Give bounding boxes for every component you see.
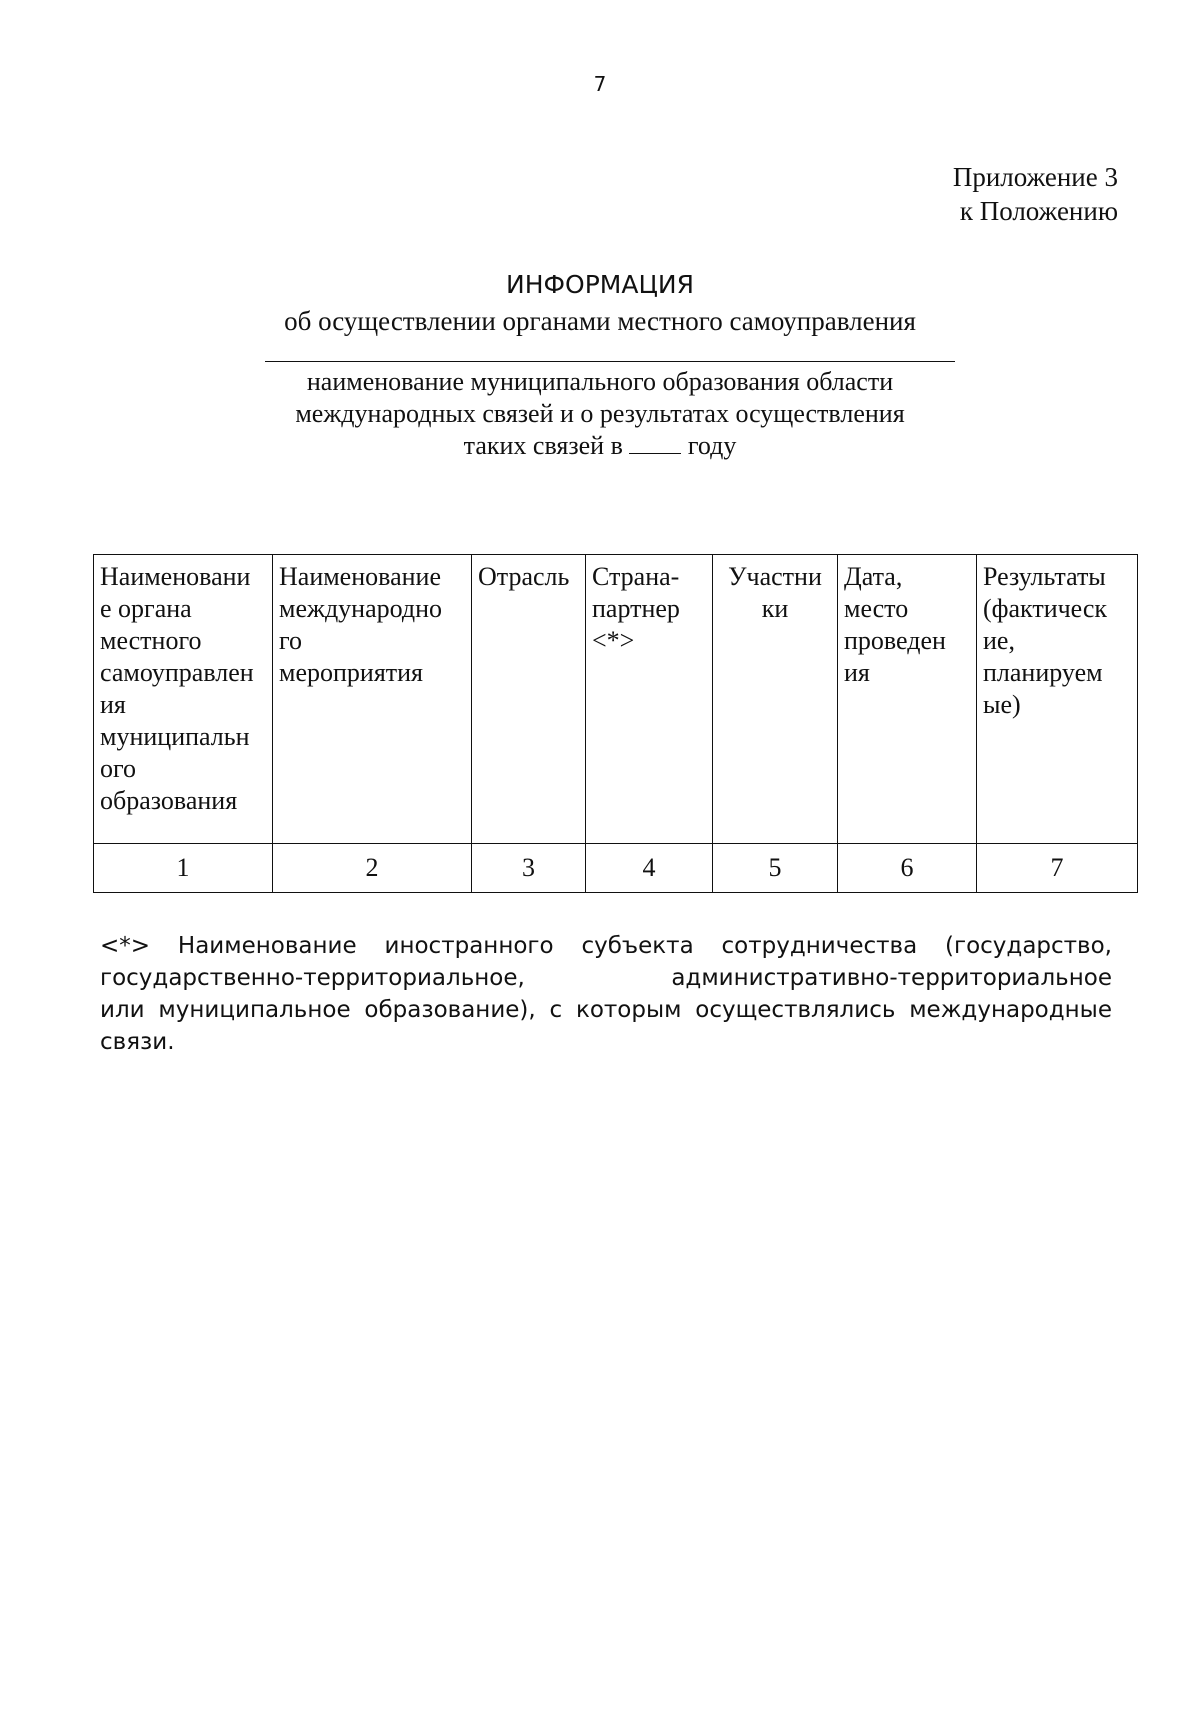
header-partner-country: Страна- партнер <*> (586, 555, 713, 844)
footnote-line-4: связи. (100, 1029, 175, 1055)
page-number: 7 (593, 72, 607, 96)
column-number-7: 7 (977, 844, 1138, 893)
appendix-line-2: к Положению (959, 196, 1118, 226)
header-participants: Участни ки (713, 555, 838, 844)
subtitle-line-3: международных связей и о результатах осуществления (295, 399, 905, 428)
header-date-place: Дата, место проведен ия (838, 555, 977, 844)
column-number-2: 2 (273, 844, 472, 893)
column-number-5: 5 (713, 844, 838, 893)
header-sector: Отрасль (472, 555, 586, 844)
subtitle-line-1: об осуществлении органами местного самоуправления (284, 306, 916, 336)
report-table-wrapper (93, 554, 1138, 893)
subtitle-line-2: наименование муниципального образования области (306, 367, 894, 396)
subtitle-block (0, 366, 1200, 462)
appendix-line-1: Приложение 3 (952, 162, 1118, 192)
subtitle-line-4-end: году (687, 431, 737, 460)
header-results: Результаты (фактическ ие, планируем ые) (977, 555, 1138, 844)
footnote-line-1: <*> Наименование иностранного субъекта сотрудничества (государство, (100, 933, 1112, 959)
footnote-line-2: государственно-территориальное, административно-территориальное (100, 965, 1112, 991)
header-event-name: Наименование международно го мероприятия (273, 555, 472, 844)
column-number-3: 3 (472, 844, 586, 893)
year-blank (629, 431, 681, 454)
table-header-row (94, 555, 1138, 844)
table-number-row (94, 844, 1138, 893)
report-table (93, 554, 1138, 893)
footnote-line-3: или муниципальное образование), с которым осуществлялись международные (100, 997, 1112, 1023)
document-title: ИНФОРМАЦИЯ (506, 270, 694, 299)
subtitle-line-4-start: таких связей в (463, 431, 623, 460)
appendix-reference (953, 160, 1118, 228)
footnote (100, 930, 1112, 1058)
header-authority-name: Наименовани е органа местного самоуправлен ия муниципальн ого образования (94, 555, 273, 844)
municipality-name-blank-line (265, 361, 955, 362)
column-number-1: 1 (94, 844, 273, 893)
subtitle-line-4 (0, 430, 1200, 462)
column-number-4: 4 (586, 844, 713, 893)
column-number-6: 6 (838, 844, 977, 893)
